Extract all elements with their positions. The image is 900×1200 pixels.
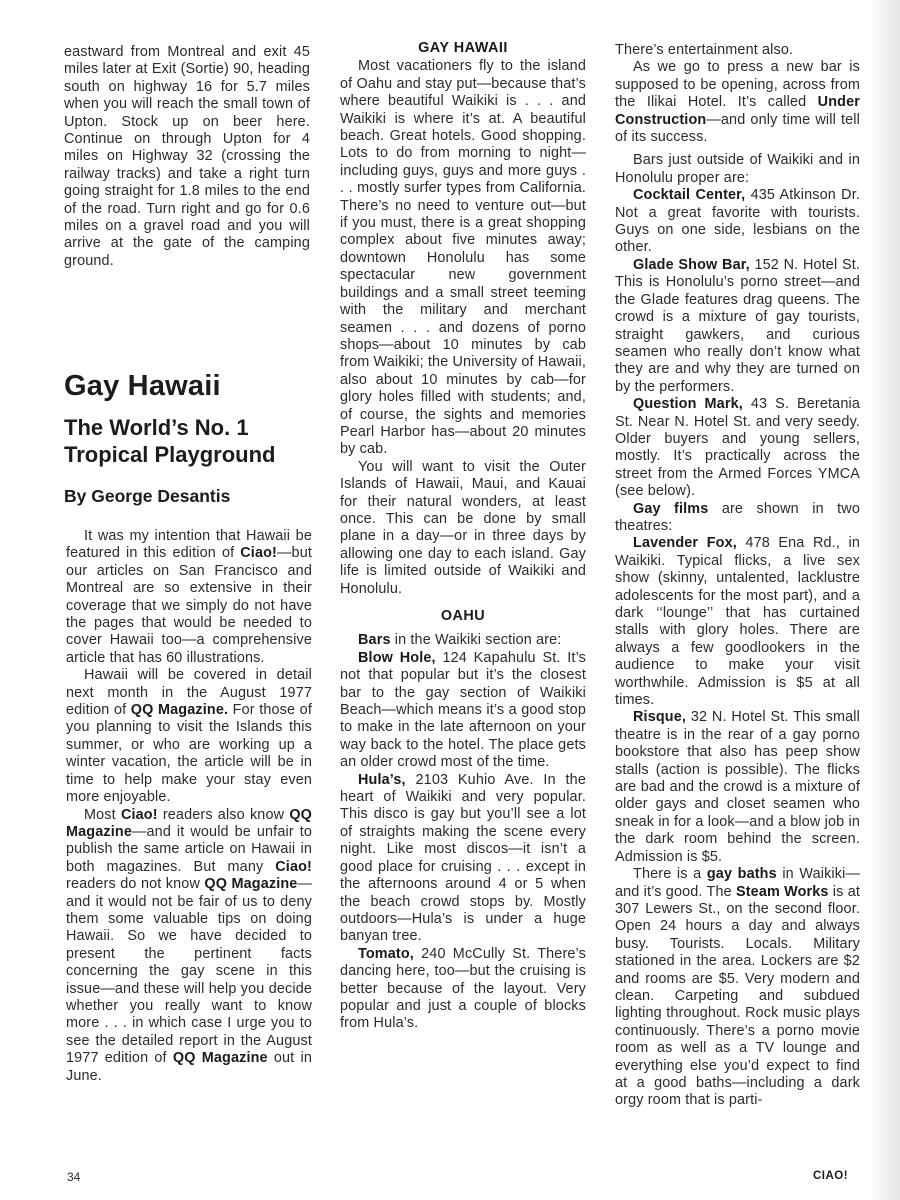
article-subtitle [64,414,334,468]
publication-name: Ciao! [275,858,312,875]
publication-name: QQ Magazine [66,806,312,840]
paragraph: Most vacationers fly to the island of Oahu and stay put—because that’s where beautiful Waikiki is . . . and Waikiki is where it’s at. A beautiful beach. Great hotels. Good shopping. Lots to do from morning to night—including guys, guys and more guys . . . mostly surfer types from California. There’s no need to venture out—but if you must, there is a great shopping complex about five minutes away; downtown Honolulu has some spectacular new government buildings and a small street teeming with the military and merchant seamen . . . and dozens of porno shops—about 10 minutes by cab from Waikiki; the University of Hawaii, also about 10 minutes by cab—for glory holes filled with students; and, of course, the sights and memories Pearl Harbor has—about 20 minutes by cab. [340,58,587,458]
venue-name: Blow Hole, [358,649,436,666]
films-intro [615,501,860,536]
article-headline [64,368,334,507]
article-column-1 [66,528,312,1085]
baths-entry [615,866,860,1110]
article-column-2 [340,40,586,1033]
venue-name: Under Construction [615,94,860,128]
paragraph: You will want to visit the Outer Islands of Hawaii, Maui, and Kauai for their natural wonders, at least once. This can be done by small plane in a day—or in three days by allowing one day to each island. Gay life is limited outside of Waikiki and Honolulu. [340,458,586,597]
theatre-name: Lavender Fox, [633,535,737,552]
paragraph-intro [66,528,312,667]
text: is at 307 Lewers St., on the second floor. Open 24 hours a day and always busy. Tourists. Locals. Military stationed in the area. Lockers are $2 and rooms are $5. Very modern and clean. Carpeting and subdued lighting throughout. Rock music plays continuously. There’s a porno movie room as well as a TV lounge and everything else you’d expect to find at a good baths—including a dark orgy room that is parti- [615,883,861,1109]
venue-description: 435 Atkinson Dr. Not a great favorite with tourists. Guys on one side, lesbians on the other. [615,187,861,256]
text: in Waikiki—and it’s good. The [615,866,861,900]
venue-description: 2103 Kuhio Ave. In the heart of Waikiki and very popular. This disco is gay but you’ll see a lot of straights making the scene every night. Like most discos—it isn’t a good place for cruising . . . except in the afternoons around 4 or 5 when the beach crowd stops by. Mostly outdoors—Hula’s is under a huge banyan tree. [340,771,586,945]
paragraph: Bars just outside of Waikiki and in Honolulu proper are: [615,152,860,186]
paragraph-new-bar [615,59,860,146]
venue-description: 124 Kapahulu St. It’s not that popular but it’s the closest bar to the gay section of Waikiki Beach—which means it’s a good stop to make in the late afternoon on your way back to the hotel. The place gets an older crowd most of the time. [340,649,587,771]
bold-term: gay baths [706,866,777,883]
theatre-name: Risque, [633,709,687,726]
venue-entry [615,396,860,500]
text: Most [84,806,121,823]
publication-name: Ciao! [120,806,158,823]
paragraph-readers [66,807,312,1086]
venue-entry [340,650,586,772]
text: There is a [633,866,707,883]
venue-name: Cocktail Center, [633,187,746,204]
section-heading-gay-hawaii: GAY HAWAII [418,40,508,56]
venue-name: Question Mark, [633,396,743,413]
venue-name: Tomato, [358,945,414,962]
theatre-entry [615,709,860,866]
previous-article-continuation [64,44,310,270]
publication-name: Ciao! [240,545,277,562]
text: It was my intention that Hawaii be featured in this edition of [66,528,312,562]
text: —and it would be unfair to publish the same article on Hawaii in both magazines. But many [66,823,312,875]
text: out in June. [66,1050,312,1084]
text: —and it would not be fair of us to deny them some valuable tips on doing Hawaii. So we have decided to present the pertinent facts concerning the gay scene in this issue—and these will help you decide whether you really want to know more . . . in which case I urge you to see the detailed report in the August 1977 edition of [66,876,312,1067]
paragraph: eastward from Montreal and exit 45 miles later at Exit (Sortie) 90, heading south on highway 16 for 5.7 miles when you will reach the small town of Upton. Stock up on beer here. Continue on through Upton for 4 miles on Highway 32 (crossing the railway tracks) and take a right turn going straight for 1.8 miles to the end of the road. Turn right and go for 0.6 miles on a gravel road and you will arrive at the gate of the camping ground. [64,44,310,269]
bold-term: Bars [358,632,391,649]
text: readers also know [157,806,290,823]
venue-entry [615,187,860,257]
text: —and only time will tell of its success. [615,111,860,146]
paragraph: There’s entertainment also. [615,42,794,58]
bars-intro [340,632,586,649]
paragraph-coverage [66,667,312,806]
theatre-description: 478 Ena Rd., in Waikiki. Typical flicks, a live sex show (skinny, untalented, lacklustre adolescents for the most part), and a dark ‘‘lounge’’ that has curtained stalls with glory holes. There are always a few goodlookers in the audience to make your visit worthwhile. Admission is $5 at all times. [615,535,860,709]
subtitle-line-2: Tropical Playground [64,442,276,467]
venue-entry [340,946,586,1033]
venue-name: Steam Works [735,883,829,900]
article-title: Gay Hawaii [64,370,221,402]
text: For those of you planning to visit the Islands this summer, or who are working up a winter vacation, the article will be in time to help make your stay even more enjoyable. [66,702,312,806]
venue-description: 43 S. Beretania St. Near N. Hotel St. and very seedy. Older buyers and young sellers, mostly. It’s practically across the street from the Armed Forces YMCA (see below). [615,396,860,500]
bold-term: Gay films [633,500,709,517]
venue-name: Glade Show Bar, [633,256,750,273]
section-heading-oahu: OAHU [440,608,486,624]
text: readers do not know [66,876,205,893]
theatre-entry [615,535,860,709]
text: As we go to press a new bar is supposed to be opening, across from the Ilikai Hotel. It’s called [615,59,860,111]
subtitle-line-1: The World’s No. 1 [64,415,249,440]
text: in the Waikiki section are: [390,632,562,649]
venue-description: 152 N. Hotel St. This is Honolulu’s porno street—and the Glade features drag queens. The crowd is a mixture of gay tourists, straight gawkers, and curious seamen who really don’t know what they are and why they are turned on by the performers. [615,256,860,395]
publication-name: QQ Magazine [204,876,298,893]
venue-entry [340,772,586,946]
publication-name: QQ Magazine. [130,702,229,719]
article-column-3 [615,42,860,1110]
venue-entry [615,257,860,396]
theatre-description: 32 N. Hotel St. This small theatre is in the rear of a gay porno bookstore that also has peep show stalls (action is possible). The flicks are bad and the crowd is a mixture of older gays and closet seamen who sneak in for a look—and a blow job in the dark room behind the screen. Admission is $5. [615,709,860,865]
venue-name: Hula’s, [358,771,406,788]
venue-description: 240 McCully St. There’s dancing here, too—but the cruising is better because of the layout. Very popular and just a couple of blocks from Hula’s. [340,945,586,1032]
text: are shown in two theatres: [615,500,860,534]
publication-name: QQ Magazine [172,1050,268,1067]
text: —but our articles on San Francisco and Montreal are so extensive in their coverage that we simply do not have the pages that would be needed to cover Hawaii too—a comprehensive article that has 60 illustrations. [66,545,312,666]
byline: By George Desantis [64,486,231,506]
footer-magazine-name: CIAO! [813,1170,849,1182]
text: Hawaii will be covered in detail next month in the August 1977 edition of [66,667,312,719]
page-number: 34 [67,1170,81,1184]
